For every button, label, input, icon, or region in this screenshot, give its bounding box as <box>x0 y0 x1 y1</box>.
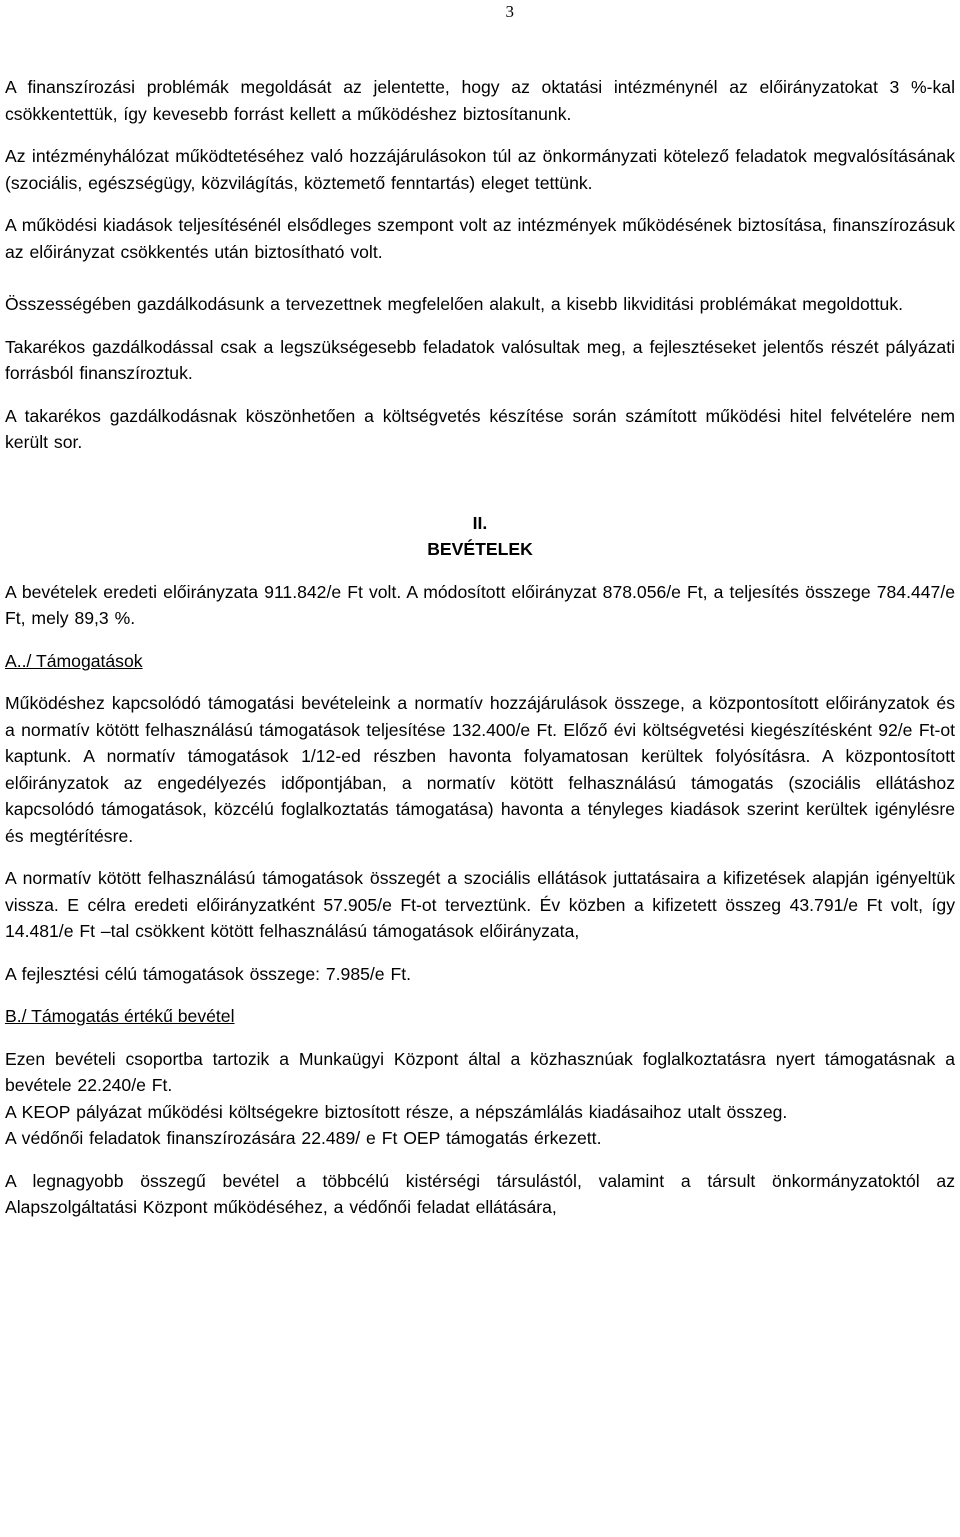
paragraph-labour-center: Ezen bevételi csoportba tartozik a Munkaügyi Központ által a közhasznúak foglalkoztatásra nyert támogatásnak a bevétele 22.240/e Ft. <box>5 1048 955 1095</box>
paragraph-normative-subsidies: A normatív kötött felhasználású támogatások összegét a szociális ellátások juttatásaira a kifizetések alapján igényeltük vissza. E célra eredeti előirányzatként 57.905/e Ft-ot terveztünk. Év közben a kifizetett összeg 43.791/e Ft volt, így 14.481/e Ft –tal csökkent kötött felhasználású támogatások előirányzata, <box>5 868 955 941</box>
paragraph-overall-management: Összességében gazdálkodásunk a tervezettnek megfelelően alakult, a kisebb likviditási problémákat megoldottuk. <box>5 294 904 314</box>
paragraph-financing-problems: A finanszírozási problémák megoldását az jelentette, hogy az oktatási intézménynél az előirányzatokat 3 %-kal csökkentettük, így kevesebb forrást kellett a működéshez biztosítanunk. <box>5 77 955 124</box>
paragraph-operating-expenses: A működési kiadások teljesítésénél elsődleges szempont volt az intézmények működésének biztosítása, finanszírozásuk az előirányzat csökkentés után biztosítható volt. <box>5 215 955 262</box>
paragraph-thrifty-management: Takarékos gazdálkodással csak a legszükségesebb feladatok valósultak meg, a fejlesztéseket jelentős részét pályázati forrásból finanszíroztuk. <box>5 336 955 383</box>
section-title: BEVÉTELEK <box>427 539 533 559</box>
page-number: 3 <box>505 2 514 21</box>
paragraph-operating-subsidies: Működéshez kapcsolódó támogatási bevételeink a normatív hozzájárulások összege, a központosított előirányzatok és a normatív kötött felhasználású támogatások teljesítése 132.400/e Ft. Előző évi költségvetési kiegészítésként 92/e Ft-ot kaptunk. A normatív támogatások 1/12-ed részben havonta folyamatosan kerültek folyósításra. A központosított előirányzatok az engedélyezés időpontjában, a normatív kötött felhasználású támogatás (szociális ellátáshoz kapcsolódó támogatások, közcélú foglalkoztatás támogatása) havonta a tényleges kiadások szerint kerültek igénylésre és megtérítésre. <box>5 693 955 846</box>
section-number: II. <box>472 512 488 533</box>
document-body <box>5 74 955 1221</box>
paragraph-health-visitor: A védőnői feladatok finanszírozására 22.489/ e Ft OEP támogatás érkezett. <box>5 1128 602 1148</box>
paragraph-largest-revenue: A legnagyobb összegű bevétel a többcélú kistérségi társulástól, valamint a társult önkormányzatoktól az Alapszolgáltatási Központ működéséhez, a védőnői feladat ellátására, <box>5 1170 955 1217</box>
paragraph-keop: A KEOP pályázat működési költségekre biztosított része, a népszámlálás kiadásaihoz utalt összeg. <box>5 1101 788 1122</box>
subheading-subsidies: A../ Támogatások <box>5 650 143 671</box>
subheading-subsidy-value-revenue: B./ Támogatás értékű bevétel <box>5 1006 235 1026</box>
paragraph-institution-network: Az intézményhálózat működtetéséhez való hozzájárulásokon túl az önkormányzati kötelező feladatok megvalósításának (szociális, egészségügy, közvilágítás, köztemető fenntartás) eleget tettünk. <box>5 146 955 193</box>
paragraph-revenue-summary: A bevételek eredeti előirányzata 911.842/e Ft volt. A módosított előirányzat 878.056/e Ft, a teljesítés összege 784.447/e Ft, mely 89,3 %. <box>5 581 955 628</box>
paragraph-development-subsidies: A fejlesztési célú támogatások összege: 7.985/e Ft. <box>5 963 411 984</box>
paragraph-operating-credit: A takarékos gazdálkodásnak köszönhetően a költségvetés készítése során számított működési hitel felvételére nem került sor. <box>5 405 955 452</box>
